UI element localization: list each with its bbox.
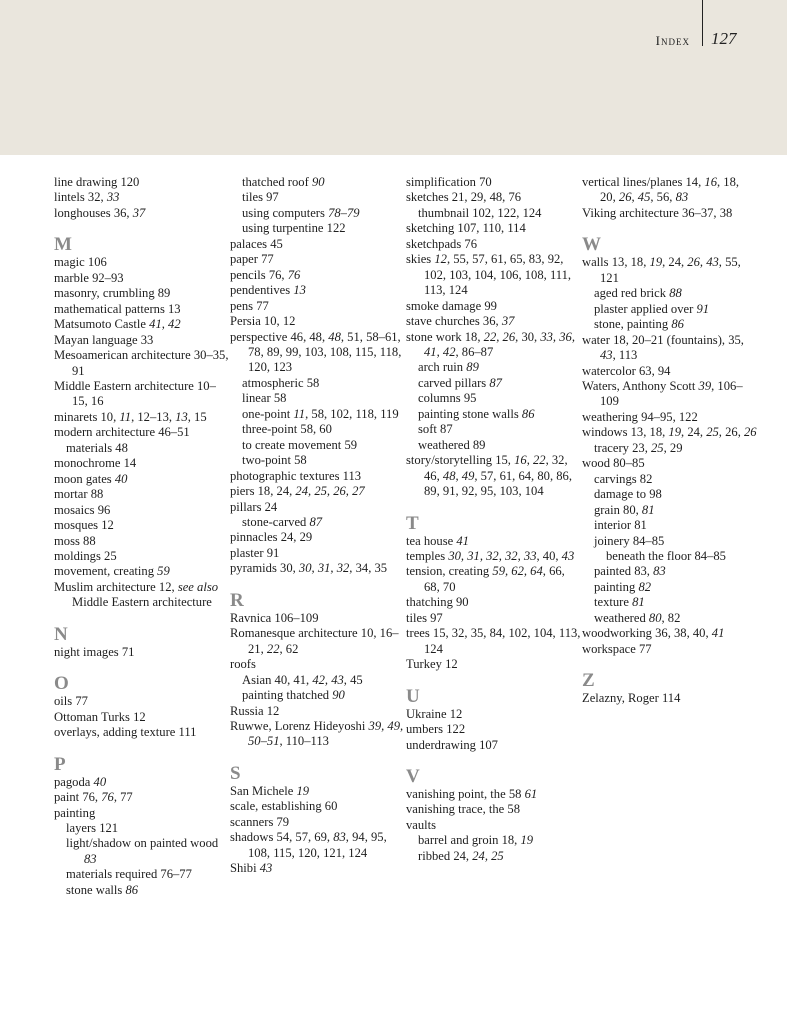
index-subentry: materials required 76–77	[66, 867, 192, 882]
index-entry: temples 30, 31, 32, 32, 33, 40, 43	[406, 548, 575, 563]
index-entry: masonry, crumbling 89	[54, 286, 171, 301]
index-entry: vanishing point, the 58 61	[406, 786, 538, 801]
index-entry: lintels 32, 33	[54, 190, 120, 205]
index-entry: perspective 46, 48, 48, 51, 58–61, 78, 89, 99, 103, 108, 115, 118, 120, 123	[230, 329, 402, 375]
index-entry: Ravnica 106–109	[230, 610, 319, 625]
index-subentry: weathered 80, 82	[594, 610, 681, 625]
index-subentry: interior 81	[594, 518, 647, 533]
index-entry: wood 80–85	[582, 456, 645, 471]
index-entry: Persia 10, 12	[230, 314, 296, 329]
index-entry: Muslim architecture 12, see also Middle Eastern architecture	[54, 579, 219, 610]
index-entry: pens 77	[230, 298, 269, 313]
index-subentry: thatched roof 90	[242, 175, 325, 189]
header-band	[0, 0, 787, 155]
index-entry: pinnacles 24, 29	[230, 530, 313, 545]
index-entry: mathematical patterns 13	[54, 301, 181, 316]
index-subentry: painting stone walls 86	[418, 406, 535, 421]
index-section-letter: W	[582, 234, 601, 256]
index-entry: weathering 94–95, 122	[582, 409, 698, 424]
index-entry: overlays, adding texture 111	[54, 725, 197, 740]
index-entry: tiles 97	[406, 610, 443, 625]
index-entry: sketches 21, 29, 48, 76	[406, 190, 522, 205]
index-column-3	[406, 175, 581, 864]
index-entry: workspace 77	[582, 641, 652, 656]
index-entry: Mayan language 33	[54, 332, 154, 347]
index-subentry: weathered 89	[418, 437, 486, 452]
index-entry: Turkey 12	[406, 657, 458, 672]
index-entry: story/storytelling 15, 16, 22, 32, 46, 48, 49, 57, 61, 64, 80, 86, 89, 91, 92, 95, 103, 104	[406, 453, 572, 499]
index-section-letter: U	[406, 685, 420, 707]
index-entry: night images 71	[54, 644, 135, 659]
index-entry: shadows 54, 57, 69, 83, 94, 95, 108, 115, 120, 121, 124	[230, 830, 387, 860]
index-entry: Middle Eastern architecture 10–15, 16	[54, 378, 216, 409]
index-entry: Matsumoto Castle 41, 42	[54, 317, 181, 332]
index-entry: Viking architecture 36–37, 38	[582, 205, 733, 220]
index-entry: pillars 24	[230, 499, 278, 514]
index-subentry: materials 48	[66, 440, 128, 455]
index-subentry: barrel and groin 18, 19	[418, 833, 534, 848]
index-subentry: aged red brick 88	[594, 286, 682, 301]
index-section-letter: N	[54, 623, 68, 645]
index-column-4	[582, 175, 757, 707]
index-entry: longhouses 36, 37	[54, 205, 146, 220]
index-subentry: one-point 11, 58, 102, 118, 119	[242, 406, 399, 421]
index-section-letter: M	[54, 234, 72, 256]
index-subentry: stone walls 86	[66, 882, 139, 897]
index-subentry: grain 80, 81	[594, 502, 655, 517]
index-section-letter: V	[406, 765, 420, 787]
index-entry: sketching 107, 110, 114	[406, 221, 526, 236]
index-entry: woodworking 36, 38, 40, 41	[582, 626, 725, 641]
index-subentry: plaster applied over 91	[594, 301, 710, 316]
index-subentry: stone, painting 86	[594, 317, 684, 332]
index-entry: vertical lines/planes 14, 16, 18, 20, 26, 45, 56, 83	[582, 175, 740, 205]
index-entry: Mesoamerican architecture 30–35, 91	[54, 348, 229, 378]
index-section-letter: Z	[582, 670, 595, 692]
index-subentry: beneath the floor 84–85	[606, 548, 726, 563]
index-entry: Romanesque architecture 10, 16–21, 22, 62	[230, 626, 399, 656]
index-entry: painting	[54, 805, 96, 820]
index-subentry: columns 95	[418, 391, 477, 406]
index-entry: underdrawing 107	[406, 737, 498, 752]
index-entry: Zelazny, Roger 114	[582, 691, 681, 706]
index-entry: piers 18, 24, 24, 25, 26, 27	[230, 484, 365, 499]
index-entry: walls 13, 18, 19, 24, 26, 43, 55, 121	[582, 255, 741, 285]
index-entry: sketchpads 76	[406, 236, 477, 251]
index-entry: Ukraine 12	[406, 706, 463, 721]
index-subentry: carvings 82	[594, 471, 653, 486]
index-section-letter: S	[230, 762, 241, 784]
index-entry: modern architecture 46–51	[54, 425, 190, 440]
index-entry: vanishing trace, the 58	[406, 802, 521, 817]
index-entry: scale, establishing 60	[230, 799, 338, 814]
index-subentry: painting thatched 90	[242, 688, 345, 703]
index-entry: pyramids 30, 30, 31, 32, 34, 35	[230, 561, 388, 576]
index-entry: plaster 91	[230, 545, 280, 560]
index-entry: simplification 70	[406, 175, 492, 189]
index-subentry: damage to 98	[594, 487, 662, 502]
index-entry: scanners 79	[230, 814, 290, 829]
index-entry: mosaics 96	[54, 502, 111, 517]
page-number: 127	[711, 29, 737, 48]
index-entry: roofs	[230, 657, 256, 672]
index-entry: trees 15, 32, 35, 84, 102, 104, 113, 124	[406, 626, 581, 656]
index-subentry: texture 81	[594, 595, 645, 610]
index-subentry: layers 121	[66, 820, 119, 835]
index-entry: watercolor 63, 94	[582, 363, 671, 378]
index-entry: skies 12, 55, 57, 61, 65, 83, 92, 102, 103, 104, 106, 108, 111, 113, 124	[406, 252, 572, 298]
index-column-1	[54, 175, 229, 898]
index-entry: Waters, Anthony Scott 39, 106–109	[582, 378, 743, 409]
index-entry: line drawing 120	[54, 175, 140, 189]
index-entry: marble 92–93	[54, 270, 124, 285]
index-entry: pendentives 13	[230, 283, 306, 298]
index-entry: photographic textures 113	[230, 468, 362, 483]
index-entry: Russia 12	[230, 703, 280, 718]
index-subentry: ribbed 24, 24, 25	[418, 848, 504, 863]
index-entry: tea house 41	[406, 533, 469, 548]
index-entry: vaults	[406, 817, 437, 832]
index-entry: Shibi 43	[230, 861, 273, 876]
index-section-letter: P	[54, 753, 66, 775]
index-entry: moss 88	[54, 533, 96, 548]
index-entry: mortar 88	[54, 487, 104, 502]
index-entry: stave churches 36, 37	[406, 314, 515, 329]
index-subentry: carved pillars 87	[418, 375, 502, 390]
index-entry: umbers 122	[406, 722, 466, 737]
index-subentry: light/shadow on painted wood 83	[66, 836, 219, 866]
index-subentry: using turpentine 122	[242, 221, 346, 236]
index-subentry: using computers 78–79	[242, 205, 360, 220]
index-entry: paper 77	[230, 252, 274, 267]
index-entry: Ottoman Turks 12	[54, 709, 146, 724]
index-subentry: painting 82	[594, 579, 652, 594]
index-entry: moon gates 40	[54, 471, 128, 486]
index-entry: pencils 76, 76	[230, 267, 301, 282]
index-entry: Ruwwe, Lorenz Hideyoshi 39, 49, 50–51, 110–113	[230, 718, 404, 749]
index-subentry: three-point 58, 60	[242, 422, 332, 437]
index-subentry: tracery 23, 25, 29	[594, 440, 683, 455]
index-subentry: to create movement 59	[242, 437, 358, 452]
index-entry: tension, creating 59, 62, 64, 66, 68, 70	[406, 564, 565, 594]
index-entry: windows 13, 18, 19, 24, 25, 26, 26	[582, 425, 757, 440]
header-divider	[702, 0, 703, 46]
index-entry: minarets 10, 11, 12–13, 13, 15	[54, 409, 207, 424]
index-entry: stone work 18, 22, 26, 30, 33, 36, 41, 42, 86–87	[406, 329, 575, 359]
index-section-letter: O	[54, 673, 69, 695]
index-entry: monochrome 14	[54, 456, 137, 471]
index-column-2	[230, 175, 405, 877]
index-entry: San Michele 19	[230, 783, 310, 798]
running-head: Index	[655, 33, 690, 48]
index-entry: smoke damage 99	[406, 298, 497, 313]
index-entry: movement, creating 59	[54, 564, 170, 579]
index-section-letter: R	[230, 589, 244, 611]
index-subentry: linear 58	[242, 391, 287, 406]
index-entry: moldings 25	[54, 548, 117, 563]
index-section-letter: T	[406, 512, 419, 534]
index-subentry: Asian 40, 41, 42, 43, 45	[242, 672, 363, 687]
index-subentry: arch ruin 89	[418, 360, 479, 375]
index-entry: magic 106	[54, 255, 107, 270]
index-subentry: soft 87	[418, 422, 453, 437]
index-entry: mosques 12	[54, 518, 114, 533]
index-subentry: painted 83, 83	[594, 564, 666, 579]
index-subentry: two-point 58	[242, 453, 307, 468]
index-subentry: tiles 97	[242, 190, 279, 205]
index-entry: thatching 90	[406, 595, 469, 610]
index-subentry: joinery 84–85	[594, 533, 665, 548]
index-subentry: atmospheric 58	[242, 375, 320, 390]
index-entry: pagoda 40	[54, 774, 107, 789]
index-entry: palaces 45	[230, 236, 283, 251]
index-subentry: thumbnail 102, 122, 124	[418, 205, 542, 220]
index-subentry: stone-carved 87	[242, 514, 323, 529]
index-entry: water 18, 20–21 (fountains), 35, 43, 113	[582, 332, 744, 363]
index-entry: paint 76, 76, 77	[54, 790, 133, 805]
index-entry: oils 77	[54, 694, 88, 709]
